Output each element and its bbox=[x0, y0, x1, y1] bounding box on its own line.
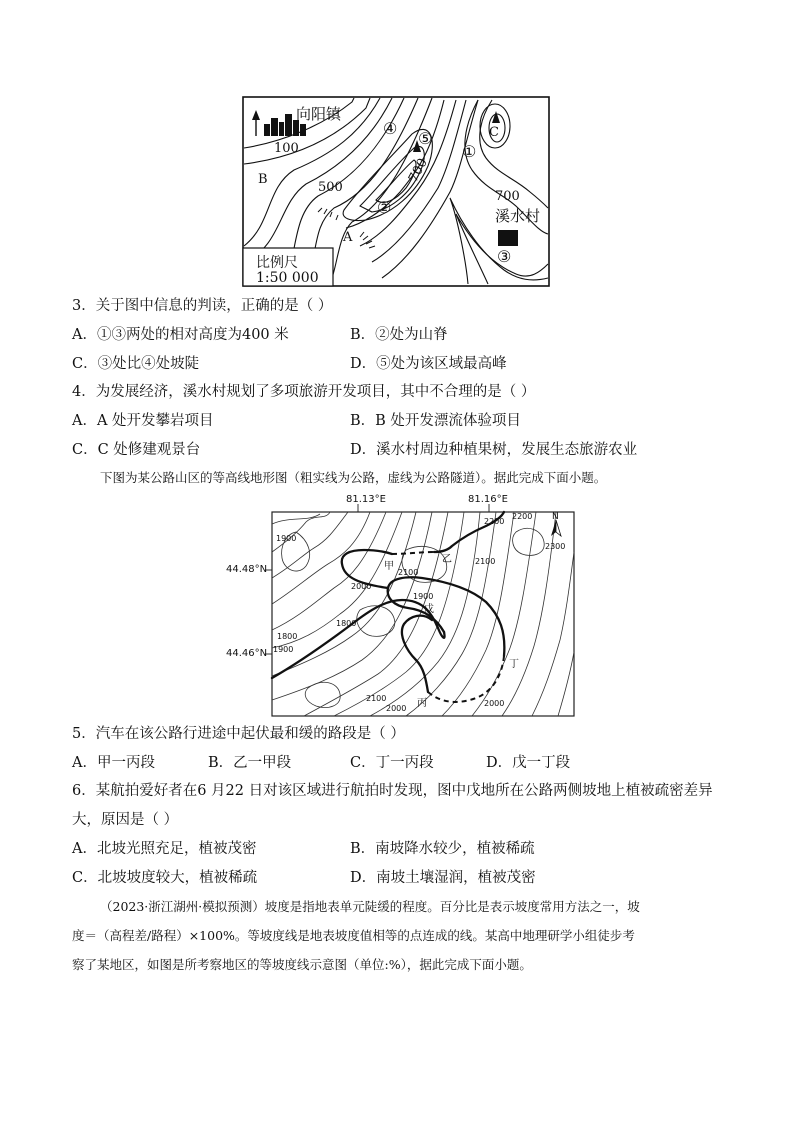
map1-contour-500: 500 bbox=[318, 180, 343, 195]
map1-contour-700a: 700 bbox=[406, 156, 431, 186]
map2-label-yi: 乙 bbox=[442, 554, 452, 565]
q5-option-b: B．乙一甲段 bbox=[208, 755, 292, 771]
intro3-line2: 度＝（高程差/路程）×100%。等坡度线是地表坡度值相等的点连成的线。某高中地理研学小组徒步考 bbox=[72, 928, 635, 943]
map2-c1800a: 1800 bbox=[336, 619, 357, 628]
map2-c1800b: 1800 bbox=[277, 632, 298, 641]
intro3-line1: （2023·浙江湖州·模拟预测）坡度是指地表单元陡缓的程度。百分比是表示坡度常用方法之一，坡 bbox=[100, 899, 640, 914]
q4-option-a: A．A 处开发攀岩项目 bbox=[72, 413, 214, 429]
map1-marker-1: ① bbox=[462, 142, 477, 161]
map1-marker-2: ② bbox=[377, 198, 392, 217]
map1-village-label: 溪水村 bbox=[495, 207, 541, 225]
map2-c2000c: 2000 bbox=[484, 699, 505, 708]
q3-option-d: D．⑤处为该区域最高峰 bbox=[350, 356, 507, 372]
map2-c1900b: 1900 bbox=[413, 592, 434, 601]
map1-marker-5: ⑤ bbox=[418, 129, 433, 148]
map1-scale-title: 比例尺 bbox=[256, 255, 298, 271]
q4-option-c: C．C 处修建观景台 bbox=[72, 442, 201, 458]
map2-c2000a: 2000 bbox=[351, 582, 372, 591]
map1-scale-value: 1:50 000 bbox=[256, 270, 319, 286]
contour-map-2 bbox=[210, 492, 580, 720]
q6-stem-line1: 6．某航拍爱好者在6 月22 日对该区域进行航拍时发现，图中戊地所在公路两侧坡地上植被疏密差异 bbox=[72, 783, 713, 799]
q3-option-b: B．②处为山脊 bbox=[350, 327, 448, 343]
map1-label-B: B bbox=[258, 172, 268, 187]
map2-label-wu: 戊 bbox=[424, 604, 434, 615]
map2-lon1: 81.13°E bbox=[346, 494, 386, 505]
map1-label-A: A bbox=[343, 230, 353, 245]
map2-c2000b: 2000 bbox=[386, 704, 407, 713]
q4-option-b: B．B 处开发漂流体验项目 bbox=[350, 413, 521, 429]
map2-lat1: 44.48°N bbox=[226, 564, 268, 575]
map1-contour-700b: 700 bbox=[495, 189, 520, 204]
map1-contour-100: 100 bbox=[274, 141, 299, 156]
q6-option-b: B．南坡降水较少，植被稀疏 bbox=[350, 841, 535, 857]
map2-c1900a: 1900 bbox=[276, 534, 297, 543]
map2-c2200a: 2200 bbox=[484, 517, 505, 526]
map2-label-jia: 甲 bbox=[384, 561, 394, 572]
map2-north-label: N bbox=[552, 512, 559, 522]
map2-lat2: 44.46°N bbox=[226, 648, 268, 659]
map2-c2100a: 2100 bbox=[398, 568, 419, 577]
map1-marker-3: ③ bbox=[497, 247, 512, 266]
map2-c1900c: 1900 bbox=[273, 645, 294, 654]
q5-stem: 5．汽车在该公路行进途中起伏最和缓的路段是（ ） bbox=[72, 726, 405, 742]
intro3-line3: 察了某地区，如图是所考察地区的等坡度线示意图（单位:%），据此完成下面小题。 bbox=[72, 957, 532, 972]
q4-option-d: D．溪水村周边种植果树，发展生态旅游农业 bbox=[350, 442, 638, 458]
q5-option-c: C．丁一丙段 bbox=[350, 755, 434, 771]
intro-map2: 下图为某公路山区的等高线地形图（粗实线为公路，虚线为公路隧道）。据此完成下面小题。 bbox=[100, 470, 607, 485]
map1-town-label: 向阳镇 bbox=[296, 105, 342, 123]
q5-option-a: A．甲一丙段 bbox=[72, 755, 155, 771]
q3-option-c: C．③处比④处坡陡 bbox=[72, 356, 200, 372]
q5-option-d: D．戊一丁段 bbox=[486, 755, 571, 771]
map2-c2100b: 2100 bbox=[475, 557, 496, 566]
map1-marker-4: ④ bbox=[383, 119, 398, 138]
q3-stem: 3．关于图中信息的判读，正确的是（ ） bbox=[72, 298, 333, 314]
map1-label-C: C bbox=[489, 125, 499, 140]
map2-lon2: 81.16°E bbox=[468, 494, 508, 505]
map2-label-ding: 丁 bbox=[509, 659, 519, 670]
q6-option-c: C．北坡坡度较大，植被稀疏 bbox=[72, 870, 258, 886]
q6-option-a: A．北坡光照充足，植被茂密 bbox=[72, 841, 257, 857]
q6-stem-line2: 大，原因是（ ） bbox=[72, 812, 179, 828]
map2-c2300: 2300 bbox=[545, 542, 566, 551]
q3-option-a: A．①③两处的相对高度为400 米 bbox=[72, 327, 289, 343]
village-marker bbox=[498, 230, 518, 246]
map2-c2200b: 2200 bbox=[512, 512, 533, 521]
q6-option-d: D．南坡土壤湿润，植被茂密 bbox=[350, 870, 536, 886]
q4-stem: 4．为发展经济，溪水村规划了多项旅游开发项目，其中不合理的是（ ） bbox=[72, 384, 536, 400]
map2-c2100c: 2100 bbox=[366, 694, 387, 703]
map2-label-bing: 丙 bbox=[417, 698, 427, 709]
